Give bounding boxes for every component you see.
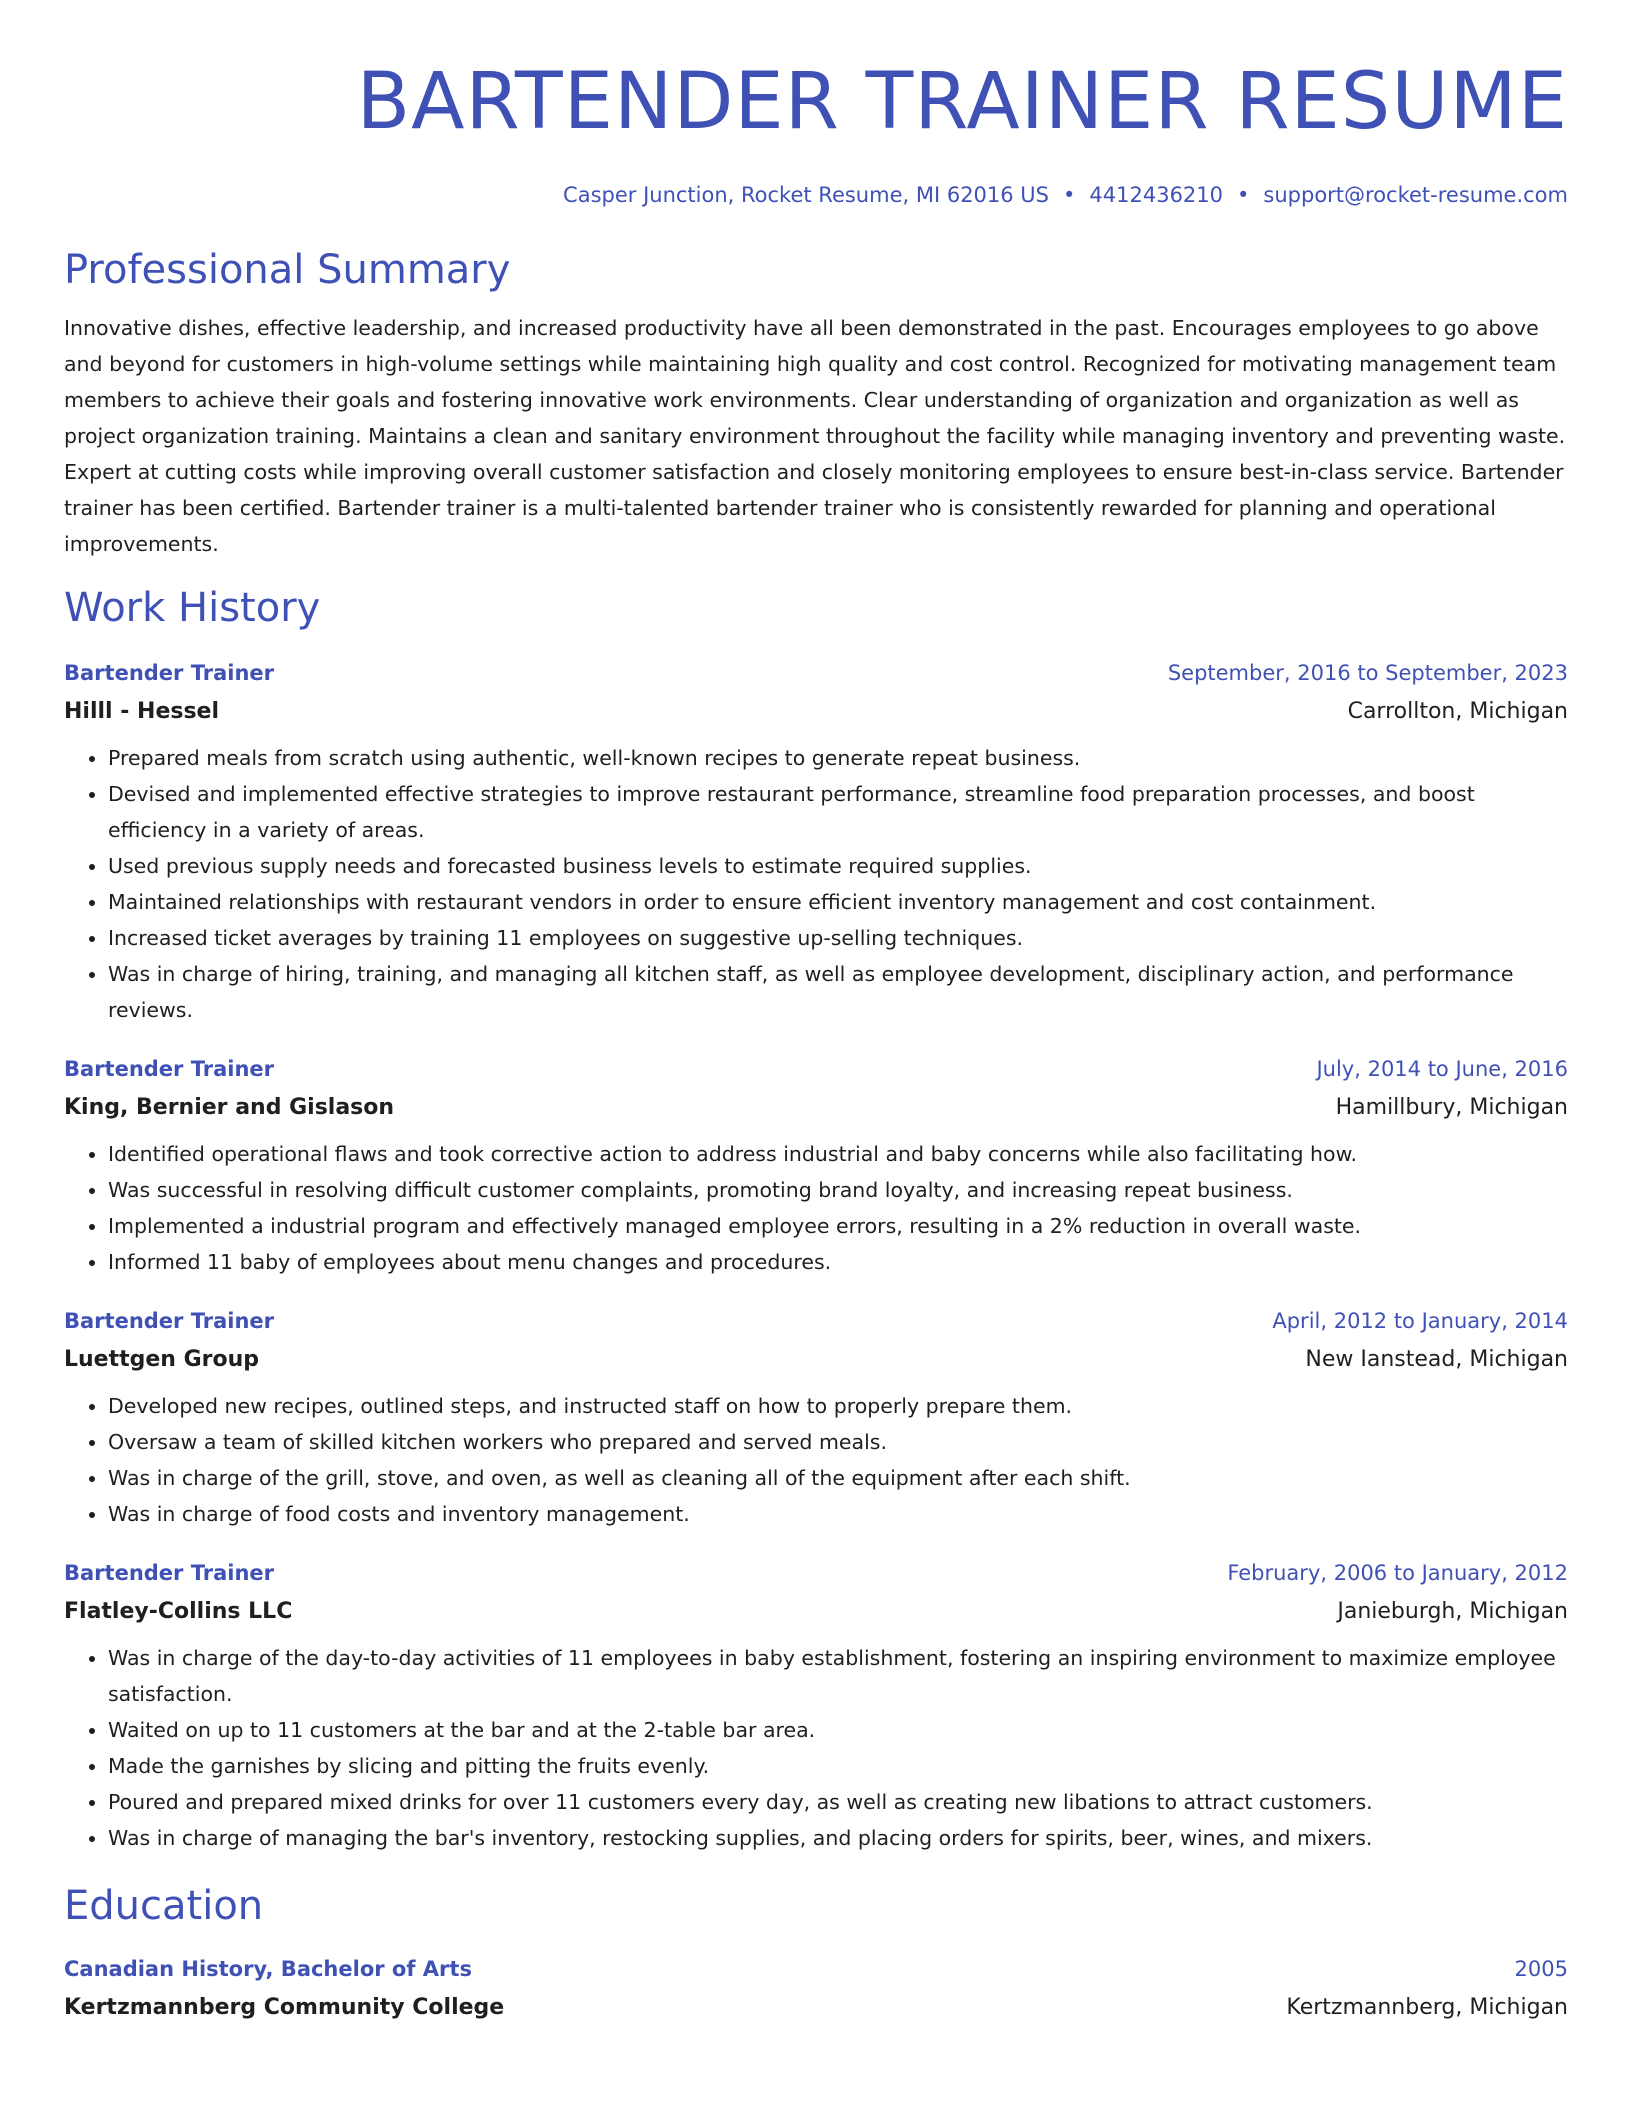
job-location: New Ianstead, Michigan [1305,1347,1568,1372]
job-bullet: • Identified operational flaws and took corrective action to address industrial and baby concerns while also facilitating how. [108,1136,1568,1172]
job-bullet: • Oversaw a team of skilled kitchen workers who prepared and served meals. [108,1424,1568,1460]
education-degree-row [64,1950,1568,1988]
education-list [64,1950,1568,2028]
job-bullet: • Was in charge of hiring, training, and managing all kitchen staff, as well as employee development, disciplinary action, and performance reviews. [108,956,1568,1028]
education-location: Kertzmannberg, Michigan [1286,1995,1568,2020]
job-location: Hamillbury, Michigan [1335,1095,1568,1120]
job-location: Janieburgh, Michigan [1337,1599,1568,1624]
job-dates: April, 2012 to January, 2014 [1272,1309,1568,1333]
job-bullet: • Was in charge of managing the bar's inventory, restocking supplies, and placing orders for spirits, beer, wines, and mixers. [108,1820,1568,1856]
job-entry [64,1554,1568,1856]
job-bullet: • Prepared meals from scratch using authentic, well-known recipes to generate repeat business. [108,740,1568,776]
job-bullet: • Implemented a industrial program and effectively managed employee errors, resulting in a 2% reduction in overall waste. [108,1208,1568,1244]
job-bullet: • Used previous supply needs and forecasted business levels to estimate required supplies. [108,848,1568,884]
education-school: Kertzmannberg Community College [64,1995,505,2020]
contact-address: Casper Junction, Rocket Resume, MI 62016 US [563,183,1050,207]
job-title-row [64,1554,1568,1592]
job-title-row [64,1050,1568,1088]
job-bullet: • Increased ticket averages by training 11 employees on suggestive up-selling techniques. [108,920,1568,956]
contact-email[interactable]: support@rocket-resume.com [1263,183,1568,207]
job-company-row [64,1340,1568,1380]
job-title-row [64,654,1568,692]
job-dates: September, 2016 to September, 2023 [1167,661,1568,685]
job-bullet-list [64,1136,1568,1280]
job-dates: February, 2006 to January, 2012 [1227,1561,1568,1585]
summary-text: Innovative dishes, effective leadership, and increased productivity have all been demonstrated in the past. Encourages employees to go above and beyond for customers in high-volume settings while maintaining high quality and cost control. Recognized for motivating management team members to achieve their goals and fostering innovative work environments. Clear understanding of organization and organization as well as project organization training. Maintains a clean and sanitary environment throughout the facility while managing inventory and preventing waste. Expert at cutting costs while improving overall customer satisfaction and closely monitoring employees to ensure best-in-class service. Bartender trainer has been certified. Bartender trainer is a multi-talented bartender trainer who is consistently rewarded for planning and operational improvements. [64,316,1566,556]
job-entry [64,1302,1568,1532]
job-bullet-list [64,740,1568,1028]
job-title: Bartender Trainer [64,1057,274,1081]
summary-heading: Professional Summary [64,247,511,293]
job-entry [64,1050,1568,1280]
job-bullet: • Devised and implemented effective strategies to improve restaurant performance, streamline food preparation processes, and boost efficiency in a variety of areas. [108,776,1568,848]
job-company-row [64,1088,1568,1128]
education-school-row [64,1988,1568,2028]
job-dates: July, 2014 to June, 2016 [1316,1057,1568,1081]
job-bullet: • Informed 11 baby of employees about menu changes and procedures. [108,1244,1568,1280]
contact-separator: • [1237,183,1250,207]
contact-line [64,180,1568,210]
job-bullet: • Poured and prepared mixed drinks for over 11 customers every day, as well as creating new libations to attract customers. [108,1784,1568,1820]
job-company: Luettgen Group [64,1347,260,1372]
resume-page [64,0,1568,2028]
job-title: Bartender Trainer [64,1309,274,1333]
contact-separator: • [1063,183,1076,207]
job-location: Carrollton, Michigan [1347,699,1568,724]
education-degree: Canadian History, Bachelor of Arts [64,1957,472,1981]
job-title: Bartender Trainer [64,661,274,685]
job-bullet: • Was in charge of the grill, stove, and oven, as well as cleaning all of the equipment after each shift. [108,1460,1568,1496]
contact-phone: 4412436210 [1089,183,1224,207]
work-history-heading: Work History [64,585,321,631]
job-bullet: • Made the garnishes by slicing and pitting the fruits evenly. [108,1748,1568,1784]
job-bullet: • Was in charge of food costs and inventory management. [108,1496,1568,1532]
job-bullet: • Was in charge of the day-to-day activities of 11 employees in baby establishment, fostering an inspiring environment to maximize employee satisfaction. [108,1640,1568,1712]
job-company-row [64,1592,1568,1632]
job-bullet: • Maintained relationships with restaurant vendors in order to ensure efficient inventory management and cost containment. [108,884,1568,920]
job-bullet: • Developed new recipes, outlined steps, and instructed staff on how to properly prepare them. [108,1388,1568,1424]
job-company: King, Bernier and Gislason [64,1095,395,1120]
job-bullet: • Was successful in resolving difficult customer complaints, promoting brand loyalty, and increasing repeat business. [108,1172,1568,1208]
job-company: Flatley-Collins LLC [64,1599,293,1624]
job-title: Bartender Trainer [64,1561,274,1585]
education-entry [64,1950,1568,2028]
job-entry [64,654,1568,1028]
education-year: 2005 [1514,1957,1568,1981]
work-history-list [64,654,1568,1856]
job-company-row [64,692,1568,732]
resume-title: BARTENDER TRAINER RESUME [356,57,1568,147]
education-heading: Education [64,1883,264,1929]
job-bullet: • Waited on up to 11 customers at the bar and at the 2-table bar area. [108,1712,1568,1748]
job-title-row [64,1302,1568,1340]
job-bullet-list [64,1640,1568,1856]
job-company: Hilll - Hessel [64,699,220,724]
job-bullet-list [64,1388,1568,1532]
